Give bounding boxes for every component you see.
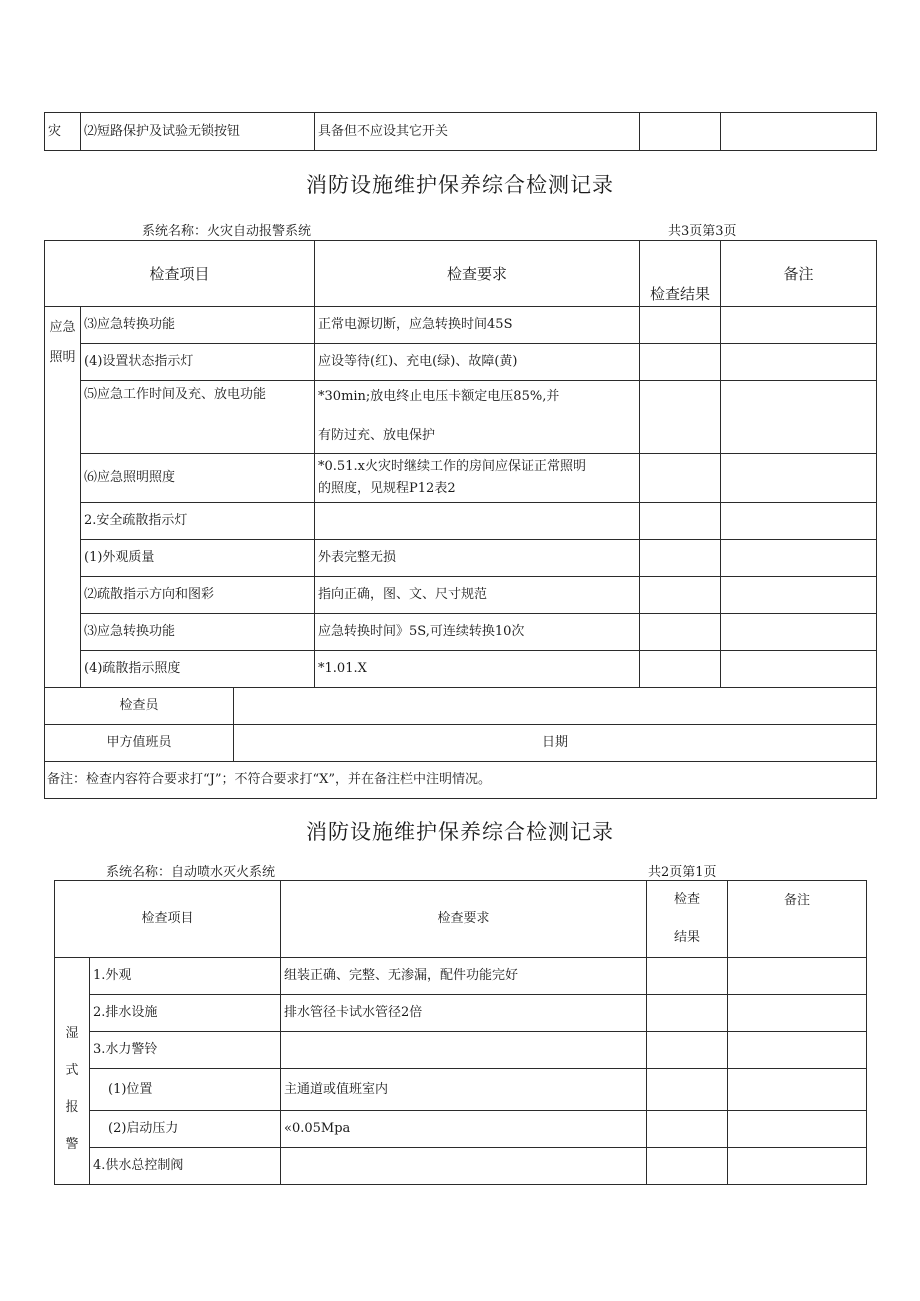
remark-cell <box>721 113 877 151</box>
remark-cell <box>728 1148 867 1185</box>
item-cell: ⑵短路保护及试验无锁按钮 <box>81 113 315 151</box>
requirement-cell <box>281 1032 647 1069</box>
inspector-label: 检查员 <box>45 688 234 725</box>
requirement-cell: *1.01.X <box>315 651 640 688</box>
requirement-line-1: *0.51.x火灾时继续工作的房间应保证正常照明 <box>318 459 586 474</box>
remark-cell <box>728 1069 867 1111</box>
header-remark: 备注 <box>728 881 867 958</box>
section2-title: 消防设施维护保养综合检测记录 <box>306 820 614 844</box>
header-result-line-1: 检查 <box>674 892 701 907</box>
table-row <box>55 995 867 1032</box>
item-cell: 2.安全疏散指示灯 <box>81 503 315 540</box>
table-row <box>55 1111 867 1148</box>
section1-title: 消防设施维护保养综合检测记录 <box>306 173 614 197</box>
item-cell: ⑶应急转换功能 <box>81 614 315 651</box>
result-cell <box>640 503 721 540</box>
item-cell: (1)位置 <box>90 1069 281 1111</box>
item-cell: ⑸应急工作时间及充、放电功能 <box>81 381 315 454</box>
category-cell <box>45 307 81 688</box>
header-item: 检查项目 <box>55 881 281 958</box>
requirement-cell: 具备但不应设其它开关 <box>315 113 640 151</box>
section2-page-info: 共2页第1页 <box>648 865 717 880</box>
requirement-cell: 应急转换时间》5S,可连续转换10次 <box>315 614 640 651</box>
header-remark: 备注 <box>721 241 877 307</box>
result-cell <box>640 577 721 614</box>
requirement-cell <box>315 503 640 540</box>
table-row <box>45 307 877 344</box>
table-row <box>45 113 877 151</box>
table-row <box>55 1148 867 1185</box>
category-char: 报 <box>65 1100 79 1115</box>
requirement-cell: «0.05Mpa <box>281 1111 647 1148</box>
remark-cell <box>728 1032 867 1069</box>
top-fragment-table <box>44 112 877 151</box>
result-cell <box>647 1069 728 1111</box>
table-row <box>55 1069 867 1111</box>
result-cell <box>640 614 721 651</box>
header-requirement: 检查要求 <box>281 881 647 958</box>
result-cell <box>647 1111 728 1148</box>
header-result <box>647 881 728 958</box>
result-cell <box>647 958 728 995</box>
header-result-line-2: 结果 <box>674 930 701 945</box>
item-cell: ⑵疏散指示方向和图彩 <box>81 577 315 614</box>
category-char: 式 <box>65 1063 79 1078</box>
header-row <box>55 881 867 958</box>
table-row <box>45 344 877 381</box>
requirement-cell <box>281 1148 647 1185</box>
result-cell <box>640 344 721 381</box>
duty-row <box>45 725 877 762</box>
requirement-line-2: 的照度，见规程P12表2 <box>318 481 456 496</box>
date-label: 日期 <box>234 725 877 762</box>
category-char: 湿 <box>65 1026 79 1041</box>
item-cell: (2)启动压力 <box>90 1111 281 1148</box>
header-row <box>45 241 877 307</box>
duty-label: 甲方值班员 <box>45 725 234 762</box>
header-result: 检查结果 <box>640 241 721 307</box>
remark-cell <box>728 958 867 995</box>
inspector-row <box>45 688 877 725</box>
remark-cell <box>721 454 877 503</box>
header-requirement: 检查要求 <box>315 241 640 307</box>
remark-cell <box>728 1111 867 1148</box>
remark-cell <box>721 540 877 577</box>
table-row <box>45 381 877 454</box>
result-cell <box>640 540 721 577</box>
remark-cell <box>721 381 877 454</box>
remark-cell <box>721 614 877 651</box>
result-cell <box>640 651 721 688</box>
remark-cell <box>728 995 867 1032</box>
table-row <box>45 577 877 614</box>
category-label-1: 应急 <box>49 320 76 335</box>
requirement-line-2: 有防过充、放电保护 <box>318 428 436 443</box>
category-cell <box>55 958 90 1185</box>
table-row <box>55 958 867 995</box>
item-cell: (4)疏散指示照度 <box>81 651 315 688</box>
section2-system-name: 系统名称：自动喷水灭火系统 <box>106 865 276 880</box>
requirement-cell: 指向正确，图、文、尺寸规范 <box>315 577 640 614</box>
category-cell: 灾 <box>45 113 81 151</box>
remark-cell <box>721 651 877 688</box>
requirement-cell <box>315 381 640 454</box>
item-cell: (1)外观质量 <box>81 540 315 577</box>
requirement-cell: 外表完整无损 <box>315 540 640 577</box>
category-label-2: 照明 <box>49 350 76 365</box>
item-cell: 2.排水设施 <box>90 995 281 1032</box>
result-cell <box>647 995 728 1032</box>
requirement-cell: 主通道或值班室内 <box>281 1069 647 1111</box>
table-row <box>45 540 877 577</box>
remark-cell <box>721 577 877 614</box>
item-cell: 3.水力警铃 <box>90 1032 281 1069</box>
item-cell: (4)设置状态指示灯 <box>81 344 315 381</box>
result-cell <box>640 454 721 503</box>
inspector-value <box>234 688 877 725</box>
remark-cell <box>721 503 877 540</box>
item-cell: 4.供水总控制阀 <box>90 1148 281 1185</box>
table-row <box>45 503 877 540</box>
requirement-cell: 组装正确、完整、无渗漏，配件功能完好 <box>281 958 647 995</box>
section1-page-info: 共3页第3页 <box>668 224 737 239</box>
note-text: 备注：检查内容符合要求打“J”；不符合要求打“X”，并在备注栏中注明情况。 <box>45 762 877 799</box>
result-cell <box>640 113 721 151</box>
table-row <box>45 651 877 688</box>
result-cell <box>647 1032 728 1069</box>
category-char: 警 <box>65 1137 79 1152</box>
result-cell <box>640 381 721 454</box>
remark-cell <box>721 307 877 344</box>
note-row <box>45 762 877 799</box>
section1-table <box>44 240 877 799</box>
item-cell: ⑶应急转换功能 <box>81 307 315 344</box>
table-row <box>45 614 877 651</box>
item-cell: ⑹应急照明照度 <box>81 454 315 503</box>
requirement-cell <box>315 454 640 503</box>
header-item: 检查项目 <box>45 241 315 307</box>
requirement-cell: 排水管径卡试水管径2倍 <box>281 995 647 1032</box>
result-cell <box>640 307 721 344</box>
requirement-cell: 应设等待(红)、充电(绿)、故障(黄) <box>315 344 640 381</box>
section1-system-name: 系统名称：火灾自动报警系统 <box>142 224 312 239</box>
table-row <box>55 1032 867 1069</box>
section2-table <box>54 880 867 1185</box>
requirement-line-1: *30min;放电终止电压卡额定电压85%,并 <box>318 389 560 404</box>
item-cell: 1.外观 <box>90 958 281 995</box>
table-row <box>45 454 877 503</box>
remark-cell <box>721 344 877 381</box>
requirement-cell: 正常电源切断，应急转换时间45S <box>315 307 640 344</box>
result-cell <box>647 1148 728 1185</box>
